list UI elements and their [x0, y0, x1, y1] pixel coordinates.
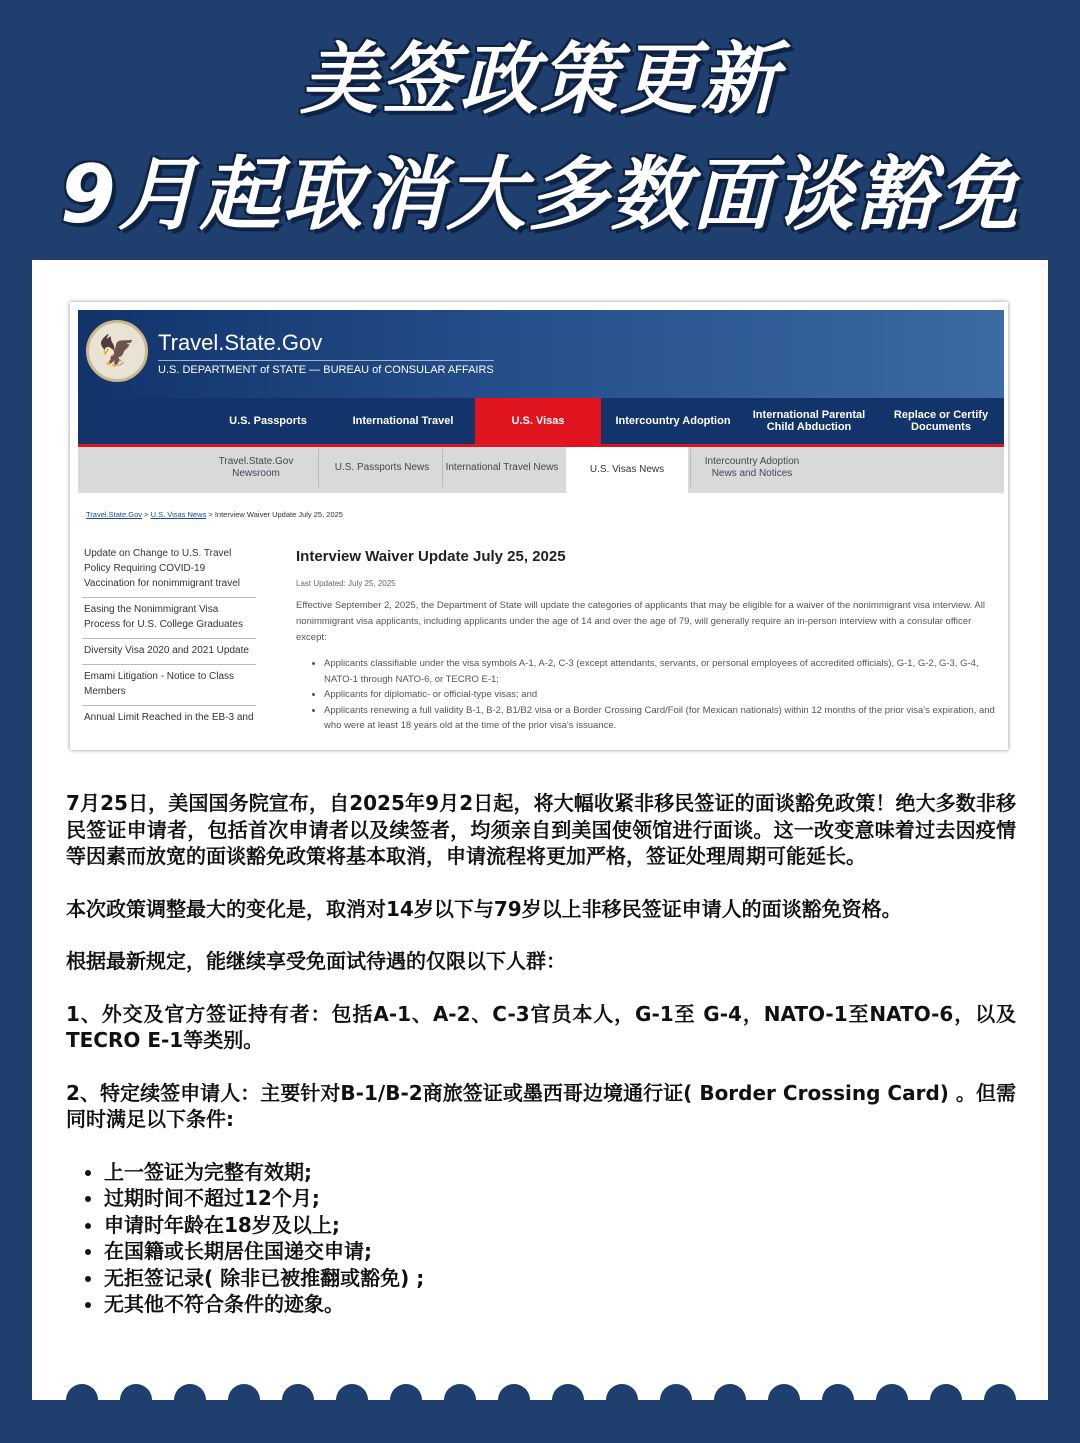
body-paragraph-announcement: 7月25日，美国国务院宣布，自2025年9月2日起，将大幅收紧非移民签证的面谈豁免政策！绝大多数非移民签证申请者，包括首次申请者以及续签者，均须亲自到美国使领馆进行面谈。这一改变意味着过去因疫情等因素而放宽的面谈豁免政策将基本取消，申请流程将更加严格，签证处理周期可能延长。	[66, 791, 1016, 868]
condition-item: • 上一签证为完整有效期;	[104, 1159, 1016, 1186]
conditions-list	[66, 1159, 1016, 1318]
site-subtitle: U.S. DEPARTMENT of STATE — BUREAU of CONSULAR AFFAIRS	[158, 360, 494, 376]
subnav-divider	[690, 449, 691, 487]
article-bullet: • Applicants renewing a full validity B-1, B-2, B1/B2 visa or a Border Crossing Card/Foil (for Mexican nationals) within 12 months of the prior visa's expiration, and who were at least 18 years old at the time of the prior visa's issuance.	[324, 703, 996, 734]
subnav-international-travel-news[interactable]: International Travel News	[445, 462, 559, 473]
sidebar-item[interactable]: Easing the Nonimmigrant Visa Process for U.S. College Graduates	[82, 598, 256, 639]
article-last-updated: Last Updated: July 25, 2025	[296, 579, 396, 588]
scallop-dot	[660, 1384, 692, 1416]
subnav-divider	[442, 449, 443, 487]
scallop-dot	[174, 1384, 206, 1416]
website-screenshot	[70, 302, 1008, 750]
article-bullet: • Applicants for diplomatic- or official-type visas; and	[324, 687, 996, 703]
scallop-dot	[66, 1384, 98, 1416]
sidebar-news-list	[82, 542, 256, 731]
scallop-dot	[390, 1384, 422, 1416]
breadcrumb: Travel.State.Gov > U.S. Visas News > Interview Waiver Update July 25, 2025	[86, 510, 343, 519]
subnav-divider	[318, 449, 319, 487]
scallop-dot	[444, 1384, 476, 1416]
scallop-dot	[552, 1384, 584, 1416]
subnav-passports-news[interactable]: U.S. Passports News	[334, 462, 430, 473]
condition-item: • 无拒签记录( 除非已被推翻或豁免) ;	[104, 1265, 1016, 1292]
scallop-dot	[498, 1384, 530, 1416]
post-body	[66, 790, 1016, 1318]
scallop-dot	[822, 1384, 854, 1416]
condition-item: • 申请时年龄在18岁及以上;	[104, 1212, 1016, 1239]
main-nav	[78, 398, 1004, 444]
subnav-adoption-news[interactable]: Intercountry Adoption News and Notices	[704, 456, 800, 479]
scallop-dot	[228, 1384, 260, 1416]
body-paragraph-diplomatic: 1、外交及官方签证持有者：包括A-1、A-2、C-3官员本人，G-1至 G-4，NATO-1至NATO-6，以及TECRO E-1等类别。	[66, 1001, 1016, 1052]
breadcrumb-home-link[interactable]: Travel.State.Gov	[86, 510, 142, 519]
scallop-dot	[930, 1384, 962, 1416]
article-bullet: • Applicants classifiable under the visa symbols A-1, A-2, C-3 (except attendants, servants, or personal employees of accredited officials), G-1, G-2, G-3, G-4, NATO-1 through NATO-6, or TECRO E-1;	[324, 656, 996, 687]
headline-line-1: 美签政策更新	[299, 35, 780, 125]
nav-us-passports[interactable]: U.S. Passports	[229, 415, 307, 427]
nav-intercountry-adoption[interactable]: Intercountry Adoption	[615, 415, 731, 427]
scallop-dot	[120, 1384, 152, 1416]
sub-nav	[78, 447, 1004, 493]
subnav-newsroom[interactable]: Travel.State.Gov Newsroom	[218, 456, 294, 479]
body-paragraph-main-change: 本次政策调整最大的变化是，取消对14岁以下与79岁以上非移民签证申请人的面谈豁免资格。	[66, 896, 902, 921]
body-paragraph-renewal: 2、特定续签申请人：主要针对B-1/B-2商旅签证或墨西哥边境通行证( Border Crossing Card) 。但需同时满足以下条件:	[66, 1080, 1016, 1131]
sidebar-item[interactable]: Annual Limit Reached in the EB-3 and	[84, 712, 254, 723]
sidebar-item[interactable]: Diversity Visa 2020 and 2021 Update	[82, 639, 256, 665]
state-department-seal-icon: 🦅	[86, 320, 148, 382]
scallop-dot	[282, 1384, 314, 1416]
site-name[interactable]: Travel.State.Gov	[158, 330, 323, 355]
nav-us-visas[interactable]: U.S. Visas	[475, 398, 601, 444]
breadcrumb-current: > Interview Waiver Update July 25, 2025	[208, 510, 343, 519]
nav-replace-certify-documents[interactable]: Replace or Certify Documents	[893, 409, 989, 433]
article	[296, 548, 996, 734]
scallop-dot	[606, 1384, 638, 1416]
scallop-dot	[714, 1384, 746, 1416]
site-header	[78, 310, 1004, 398]
scallop-dot	[876, 1384, 908, 1416]
nav-parental-child-abduction[interactable]: International Parental Child Abduction	[752, 409, 866, 433]
article-bullet-list	[296, 656, 996, 734]
body-paragraph-eligible-intro: 根据最新规定，能继续享受免面试待遇的仅限以下人群：	[66, 949, 566, 973]
condition-item: • 在国籍或长期居住国递交申请;	[104, 1238, 1016, 1265]
breadcrumb-section-link[interactable]: U.S. Visas News	[150, 510, 207, 519]
scallop-dot	[984, 1384, 1016, 1416]
article-heading: Interview Waiver Update July 25, 2025	[296, 548, 566, 565]
article-paragraph: Effective September 2, 2025, the Department of State will update the categories of applicants that may be eligible for a waiver of the nonimmigrant visa interview. All nonimmigrant visa applicants, including applicants under the age of 14 and over the age of 79, will generally require an in-person interview with a consular officer except:	[296, 600, 985, 643]
condition-item: • 过期时间不超过12个月;	[104, 1185, 1016, 1212]
scallop-dot	[768, 1384, 800, 1416]
nav-international-travel[interactable]: International Travel	[352, 415, 454, 427]
sidebar-item[interactable]: Update on Change to U.S. Travel Policy Requiring COVID-19 Vaccination for nonimmigrant travel	[82, 542, 256, 598]
headline-line-2: 9月起取消大多数面谈豁免	[60, 148, 1020, 241]
subnav-visas-news[interactable]: U.S. Visas News	[566, 447, 688, 493]
scallop-dot	[336, 1384, 368, 1416]
sidebar-item[interactable]: Emami Litigation - Notice to Class Members	[82, 665, 256, 706]
condition-item: • 无其他不符合条件的迹象。	[104, 1291, 1016, 1318]
